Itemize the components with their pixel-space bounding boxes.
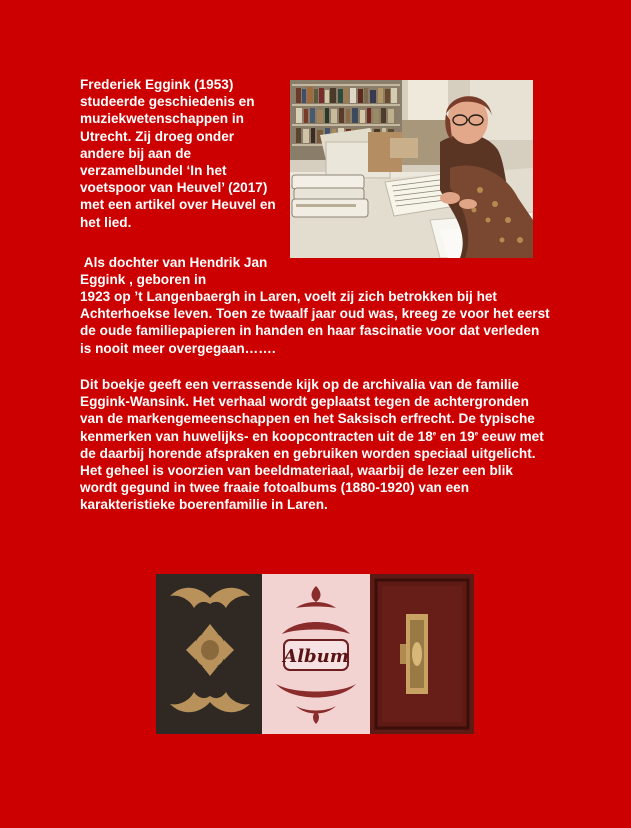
booklet-text-part3: eeuw met de daarbij horende afspraken en gebruiken worden speciaal uitgelicht. Het geheel is voorzien van beeldmateriaal, waarbij de lezer een blik wordt gegund in twee fraaie fotoalbums (1880-1920) van een karakteristieke boerenfamilie in Laren. bbox=[80, 428, 544, 513]
booklet-sup-18: e bbox=[432, 431, 437, 438]
daughter-head-text: Als dochter van Hendrik Jan Eggink , geboren in bbox=[80, 255, 272, 288]
daughter-paragraph-body bbox=[80, 288, 550, 357]
album-cover-label: Album bbox=[283, 646, 349, 667]
booklet-text-part2: en 19 bbox=[436, 428, 475, 444]
booklet-text bbox=[80, 376, 550, 514]
daughter-paragraph-head bbox=[80, 254, 280, 288]
author-photo bbox=[290, 80, 533, 258]
intro-text: Frederiek Eggink (1953) studeerde geschiedenis en muziekwetenschappen in Utrecht. Zij droeg onder andere bij aan de verzamelbundel ‘In het voetspoor van Heuvel’ (2017) met een artikel over Heuvel en het lied. bbox=[80, 77, 276, 230]
photo-albums-image bbox=[156, 574, 474, 734]
booklet-paragraph bbox=[80, 376, 550, 514]
daughter-body-text: 1923 op ’t Langenbaergh in Laren, voelt zij zich betrokken bij het Achterhoekse leven. Toen ze twaalf jaar oud was, kreeg ze voor het eerst de oude familiepapieren in handen en haar fascinatie voor dat verleden is nooit meer overgegaan……. bbox=[80, 289, 550, 356]
booklet-sup-19: e bbox=[474, 431, 479, 438]
booklet-text-part1: Dit boekje geeft een verrassende kijk op de archivalia van de familie Eggink-Wansink. Het verhaal wordt geplaatst tegen de achtergronden van de markengemeenschappen en het Saksisch erfrecht. De typische kenmerken van huwelijks- en koopcontracten uit de 18 bbox=[80, 377, 535, 444]
intro-paragraph bbox=[80, 76, 280, 231]
